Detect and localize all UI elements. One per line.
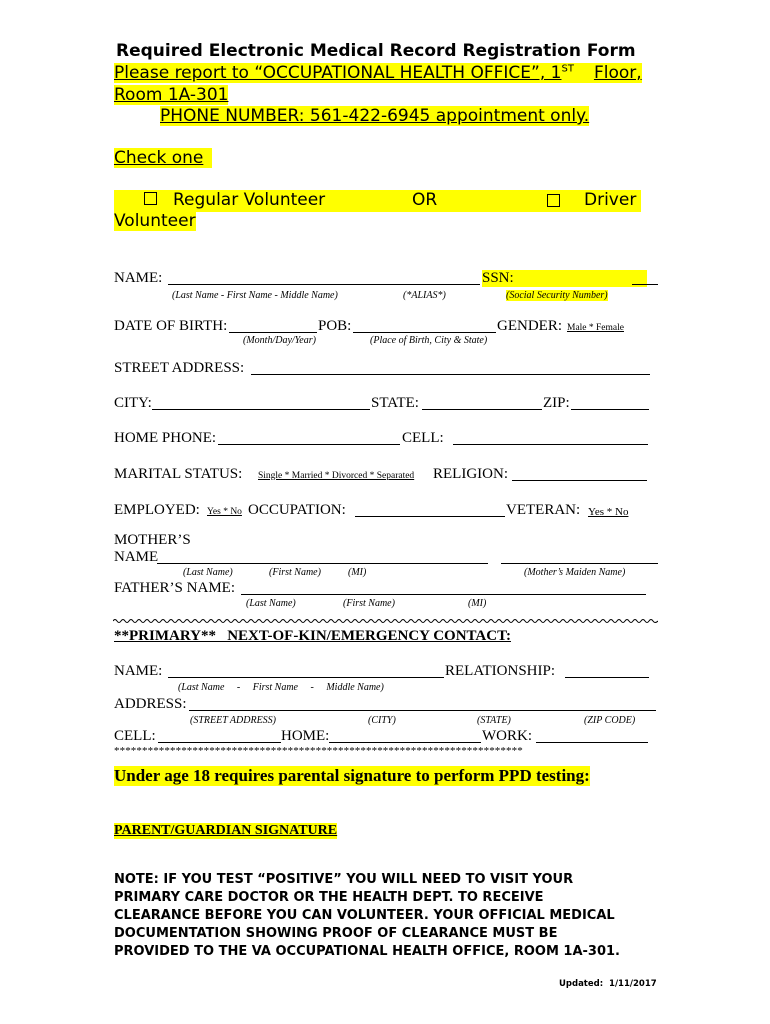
dob-label: DATE OF BIRTH: xyxy=(114,318,228,334)
occupation-field[interactable] xyxy=(355,502,505,517)
marital-options[interactable]: Single * Married * Divorced * Separated xyxy=(258,471,415,481)
note-block xyxy=(114,871,620,961)
volunteer-type-row xyxy=(114,190,641,212)
room-line: Room 1A-301 xyxy=(114,85,229,105)
ssn-caption: (Social Security Number) xyxy=(506,290,608,301)
state-label: STATE: xyxy=(371,395,419,411)
mothers-label: MOTHER’S xyxy=(114,532,191,548)
cell-field[interactable] xyxy=(453,430,648,445)
marital-label: MARITAL STATUS: xyxy=(114,466,243,482)
note-line-2: PRIMARY CARE DOCTOR OR THE HEALTH DEPT. TO RECEIVE xyxy=(114,890,544,905)
veteran-label: VETERAN: xyxy=(506,502,581,518)
ec-street-caption: (STREET ADDRESS) xyxy=(190,715,277,726)
home-phone-field[interactable] xyxy=(218,430,400,445)
report-floor: Floor, xyxy=(593,63,642,83)
veteran-options[interactable]: Yes * No xyxy=(588,506,629,518)
or-label: OR xyxy=(412,190,438,210)
emergency-heading: **PRIMARY** NEXT-OF-KIN/EMERGENCY CONTACT: xyxy=(114,628,511,644)
note-line-4: DOCUMENTATION SHOWING PROOF OF CLEARANCE MUST BE xyxy=(114,926,558,941)
mother-maiden-caption: (Mother’s Maiden Name) xyxy=(524,567,626,578)
name-caption: (Last Name - First Name - Middle Name) xyxy=(172,290,338,301)
parent-signature-label: PARENT/GUARDIAN SIGNATURE xyxy=(114,823,338,838)
note-line-5: PROVIDED TO THE VA OCCUPATIONAL HEALTH OFFICE, ROOM 1A-301. xyxy=(114,944,620,959)
pob-caption: (Place of Birth, City & State) xyxy=(370,335,488,346)
religion-field[interactable] xyxy=(512,466,647,481)
ec-city-caption: (CITY) xyxy=(368,715,396,726)
alias-caption: (*ALIAS*) xyxy=(403,290,446,301)
parental-notice: Under age 18 requires parental signature to perform PPD testing: xyxy=(114,766,590,785)
pob-field[interactable] xyxy=(353,318,496,333)
ec-name-label: NAME: xyxy=(114,663,163,679)
ec-state-caption: (STATE) xyxy=(477,715,511,726)
ec-address-field[interactable] xyxy=(189,696,656,711)
note-line-3: CLEARANCE BEFORE YOU CAN VOLUNTEER. YOUR OFFICIAL MEDICAL xyxy=(114,908,615,923)
ec-home-field[interactable] xyxy=(329,728,481,743)
mother-first-caption: (First Name) xyxy=(269,567,321,578)
ec-work-field[interactable] xyxy=(536,728,648,743)
form-title: Required Electronic Medical Record Registration Form xyxy=(116,41,636,61)
ec-cell-label: CELL: xyxy=(114,728,156,744)
name-row xyxy=(114,270,162,287)
father-mi-caption: (MI) xyxy=(468,598,487,609)
ec-work-label: WORK: xyxy=(482,728,532,744)
employed-options[interactable]: Yes * No xyxy=(207,507,242,517)
city-field[interactable] xyxy=(152,395,370,410)
home-phone-label: HOME PHONE: xyxy=(114,430,217,446)
ec-zip-caption: (ZIP CODE) xyxy=(584,715,636,726)
mothers-maiden-field[interactable] xyxy=(501,549,658,564)
ec-name-caption: (Last Name - First Name - Middle Name) xyxy=(178,682,384,693)
ssn-field[interactable] xyxy=(632,270,658,285)
report-sup: ST xyxy=(561,63,574,75)
cell-label: CELL: xyxy=(402,430,444,446)
ec-name-field[interactable] xyxy=(168,663,444,678)
ec-cell-field[interactable] xyxy=(158,728,281,743)
name-field[interactable] xyxy=(168,270,480,285)
street-field[interactable] xyxy=(251,360,650,375)
religion-label: RELIGION: xyxy=(433,466,508,482)
city-label: CITY: xyxy=(114,395,152,411)
state-field[interactable] xyxy=(422,395,542,410)
phone-line: PHONE NUMBER: 561-422-6945 appointment only. xyxy=(160,106,590,126)
volunteer-label: Volunteer xyxy=(114,211,196,231)
gender-label: GENDER: xyxy=(497,318,562,334)
wavy-divider xyxy=(113,618,658,624)
mother-mi-caption: (MI) xyxy=(348,567,367,578)
report-line xyxy=(114,63,642,83)
ssn-label: SSN: xyxy=(482,270,647,287)
name-label: NAME: xyxy=(114,270,163,286)
ec-relationship-field[interactable] xyxy=(565,663,649,678)
dob-field[interactable] xyxy=(229,318,317,333)
note-line-1: NOTE: IF YOU TEST “POSITIVE” YOU WILL NEED TO VISIT YOUR xyxy=(114,872,574,887)
dob-caption: (Month/Day/Year) xyxy=(243,335,316,346)
mothers-name-field[interactable] xyxy=(157,549,488,564)
star-divider: ************************************************************************* xyxy=(114,745,523,757)
zip-label: ZIP: xyxy=(543,395,570,411)
ec-home-label: HOME: xyxy=(281,728,330,744)
regular-volunteer-label: Regular Volunteer xyxy=(173,190,326,210)
driver-volunteer-checkbox[interactable] xyxy=(547,194,560,207)
ec-relationship-label: RELATIONSHIP: xyxy=(445,663,556,679)
father-first-caption: (First Name) xyxy=(343,598,395,609)
mother-last-caption: (Last Name) xyxy=(183,567,233,578)
pob-label: POB: xyxy=(318,318,352,334)
father-last-caption: (Last Name) xyxy=(246,598,296,609)
occupation-label: OCCUPATION: xyxy=(248,502,346,518)
mothers-name-label: NAME xyxy=(114,549,159,565)
check-one-heading: Check one xyxy=(114,148,212,168)
driver-label: Driver xyxy=(584,190,637,210)
fathers-name-field[interactable] xyxy=(241,580,646,595)
ec-address-label: ADDRESS: xyxy=(114,696,187,712)
fathers-label: FATHER’S NAME: xyxy=(114,580,235,596)
gender-options[interactable]: Male * Female xyxy=(567,323,624,333)
street-label: STREET ADDRESS: xyxy=(114,360,245,376)
regular-volunteer-checkbox[interactable] xyxy=(144,192,157,205)
report-text: Please report to “OCCUPATIONAL HEALTH OFFICE”, 1 xyxy=(114,63,562,83)
employed-label: EMPLOYED: xyxy=(114,502,200,518)
zip-field[interactable] xyxy=(571,395,649,410)
updated-date: Updated: 1/11/2017 xyxy=(559,979,657,989)
